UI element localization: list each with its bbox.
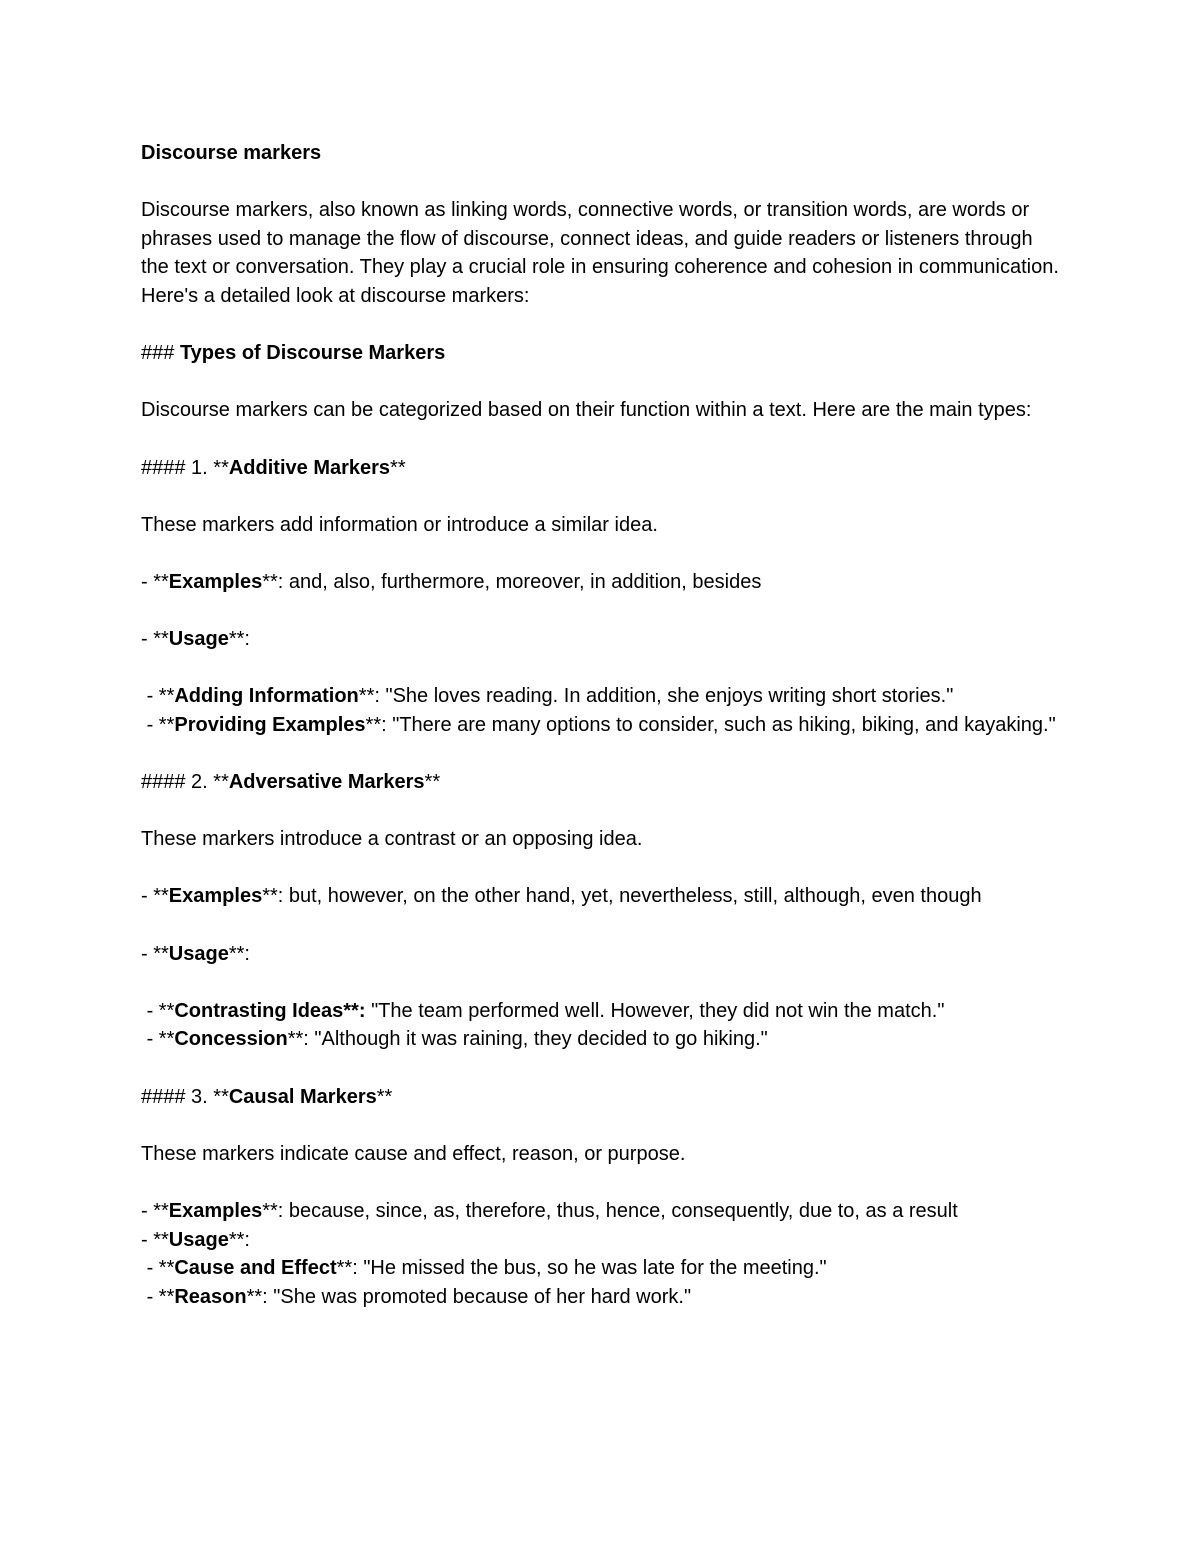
types-heading: ### Types of Discourse Markers bbox=[141, 342, 446, 365]
section-3-usage: - **Usage**: bbox=[141, 1228, 250, 1251]
section-3-usage-item-2: - **Reason**: "She was promoted because of her hard work." bbox=[141, 1285, 692, 1308]
section-1-usage: - **Usage**: bbox=[141, 628, 250, 651]
types-intro-paragraph: Discourse markers can be categorized based on their function within a text. Here are the main types: bbox=[141, 399, 1032, 422]
section-3-examples: - **Examples**: because, since, as, therefore, thus, hence, consequently, due to, as a result bbox=[141, 1199, 958, 1222]
section-3-usage-item-1: - **Cause and Effect**: "He missed the bus, so he was late for the meeting." bbox=[141, 1257, 827, 1280]
section-2-usage-item-2: - **Concession**: "Although it was raining, they decided to go hiking." bbox=[141, 1028, 768, 1051]
section-1-usage-item-1: - **Adding Information**: "She loves reading. In addition, she enjoys writing short stories." bbox=[141, 685, 954, 708]
section-3-description: These markers indicate cause and effect, reason, or purpose. bbox=[141, 1142, 686, 1165]
section-2-usage: - **Usage**: bbox=[141, 942, 250, 965]
section-1-description: These markers add information or introduce a similar idea. bbox=[141, 513, 658, 536]
section-3-heading: #### 3. **Causal Markers** bbox=[141, 1085, 393, 1108]
section-1-usage-item-2: - **Providing Examples**: "There are many options to consider, such as hiking, biking, and kayaking." bbox=[141, 713, 1056, 736]
section-2-examples: - **Examples**: but, however, on the other hand, yet, nevertheless, still, although, even though bbox=[141, 885, 982, 908]
section-2-usage-item-1: - **Contrasting Ideas**: "The team performed well. However, they did not win the match." bbox=[141, 999, 945, 1022]
section-2-description: These markers introduce a contrast or an opposing idea. bbox=[141, 828, 643, 851]
section-1-examples: - **Examples**: and, also, furthermore, moreover, in addition, besides bbox=[141, 570, 762, 593]
section-2-heading: #### 2. **Adversative Markers** bbox=[141, 771, 441, 794]
intro-paragraph: Discourse markers, also known as linking words, connective words, or transition words, are words or phrases used to manage the flow of discourse, connect ideas, and guide readers or listeners through the text or conversation. They play a crucial role in ensuring coherence and cohesion in communication. Here's a detailed look at discourse markers: bbox=[141, 199, 1065, 307]
section-1-heading: #### 1. **Additive Markers** bbox=[141, 456, 406, 479]
document-body bbox=[141, 139, 1065, 1311]
document-title: Discourse markers bbox=[141, 142, 322, 164]
